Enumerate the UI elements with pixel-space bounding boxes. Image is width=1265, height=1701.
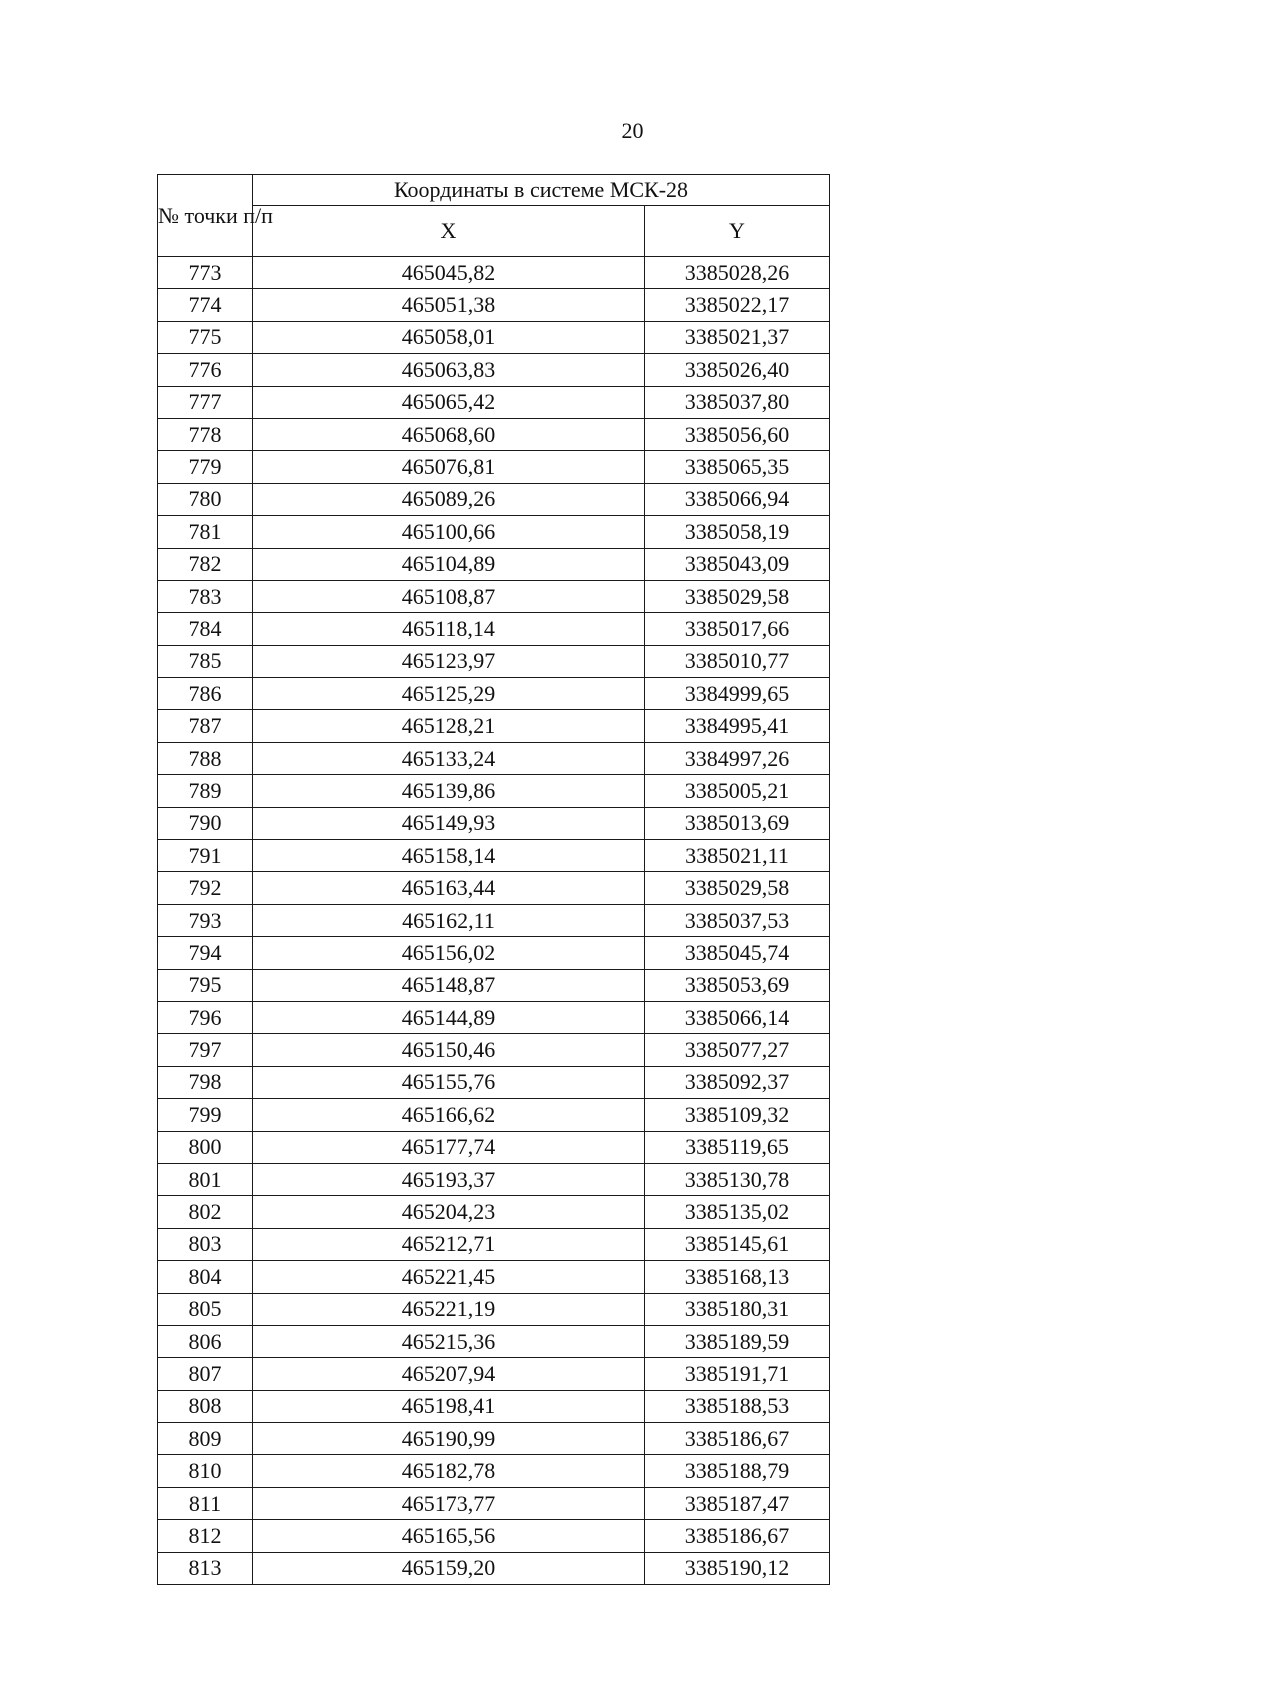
x-coordinate-cell: 465051,38 xyxy=(253,289,645,321)
y-coordinate-cell: 3385077,27 xyxy=(645,1034,830,1066)
point-number-cell: 782 xyxy=(158,548,253,580)
table-row xyxy=(158,1261,830,1293)
x-coordinate-cell: 465139,86 xyxy=(253,775,645,807)
point-number-cell: 813 xyxy=(158,1552,253,1584)
x-coordinate-cell: 465159,20 xyxy=(253,1552,645,1584)
table-row xyxy=(158,516,830,548)
x-coordinate-cell: 465204,23 xyxy=(253,1196,645,1228)
point-number-cell: 801 xyxy=(158,1163,253,1195)
x-coordinate-cell: 465193,37 xyxy=(253,1163,645,1195)
table-row xyxy=(158,1520,830,1552)
x-coordinate-cell: 465198,41 xyxy=(253,1390,645,1422)
point-number-cell: 807 xyxy=(158,1358,253,1390)
y-coordinate-cell: 3385037,80 xyxy=(645,386,830,418)
y-coordinate-cell: 3385005,21 xyxy=(645,775,830,807)
point-number-cell: 809 xyxy=(158,1423,253,1455)
x-coordinate-cell: 465207,94 xyxy=(253,1358,645,1390)
y-coordinate-cell: 3385021,11 xyxy=(645,840,830,872)
table-row xyxy=(158,418,830,450)
table-row xyxy=(158,1487,830,1519)
point-number-cell: 812 xyxy=(158,1520,253,1552)
point-number-cell: 797 xyxy=(158,1034,253,1066)
point-number-cell: 785 xyxy=(158,645,253,677)
table-row xyxy=(158,483,830,515)
coordinates-table xyxy=(157,174,830,1585)
x-column-header: X xyxy=(253,206,645,257)
table-row xyxy=(158,807,830,839)
x-coordinate-cell: 465215,36 xyxy=(253,1325,645,1357)
point-number-cell: 780 xyxy=(158,483,253,515)
table-row xyxy=(158,969,830,1001)
table-row xyxy=(158,321,830,353)
point-number-cell: 794 xyxy=(158,937,253,969)
y-coordinate-cell: 3385092,37 xyxy=(645,1066,830,1098)
x-coordinate-cell: 465118,14 xyxy=(253,613,645,645)
x-coordinate-cell: 465150,46 xyxy=(253,1034,645,1066)
x-coordinate-cell: 465148,87 xyxy=(253,969,645,1001)
point-number-cell: 798 xyxy=(158,1066,253,1098)
point-number-cell: 792 xyxy=(158,872,253,904)
table-row xyxy=(158,872,830,904)
y-coordinate-cell: 3385186,67 xyxy=(645,1520,830,1552)
y-coordinate-cell: 3384995,41 xyxy=(645,710,830,742)
table-row xyxy=(158,257,830,289)
table-row xyxy=(158,1163,830,1195)
x-coordinate-cell: 465158,14 xyxy=(253,840,645,872)
table-row xyxy=(158,451,830,483)
y-coordinate-cell: 3385188,53 xyxy=(645,1390,830,1422)
x-coordinate-cell: 465063,83 xyxy=(253,354,645,386)
table-row xyxy=(158,354,830,386)
point-number-cell: 787 xyxy=(158,710,253,742)
y-coordinate-cell: 3385135,02 xyxy=(645,1196,830,1228)
table-row xyxy=(158,580,830,612)
x-coordinate-cell: 465182,78 xyxy=(253,1455,645,1487)
point-number-cell: 791 xyxy=(158,840,253,872)
y-coordinate-cell: 3385029,58 xyxy=(645,872,830,904)
point-number-cell: 776 xyxy=(158,354,253,386)
table-row xyxy=(158,678,830,710)
table-row xyxy=(158,840,830,872)
table-row xyxy=(158,904,830,936)
point-number-cell: 790 xyxy=(158,807,253,839)
table-row xyxy=(158,1423,830,1455)
point-number-cell: 803 xyxy=(158,1228,253,1260)
x-coordinate-cell: 465166,62 xyxy=(253,1099,645,1131)
x-coordinate-cell: 465104,89 xyxy=(253,548,645,580)
y-coordinate-cell: 3384999,65 xyxy=(645,678,830,710)
y-coordinate-cell: 3385189,59 xyxy=(645,1325,830,1357)
x-coordinate-cell: 465100,66 xyxy=(253,516,645,548)
point-number-cell: 781 xyxy=(158,516,253,548)
table-row xyxy=(158,1099,830,1131)
point-number-cell: 796 xyxy=(158,1001,253,1033)
point-number-cell: 779 xyxy=(158,451,253,483)
point-number-cell: 789 xyxy=(158,775,253,807)
x-coordinate-cell: 465128,21 xyxy=(253,710,645,742)
point-number-cell: 811 xyxy=(158,1487,253,1519)
y-coordinate-cell: 3385186,67 xyxy=(645,1423,830,1455)
table-row xyxy=(158,710,830,742)
point-number-cell: 774 xyxy=(158,289,253,321)
x-coordinate-cell: 465076,81 xyxy=(253,451,645,483)
x-coordinate-cell: 465089,26 xyxy=(253,483,645,515)
y-coordinate-cell: 3385028,26 xyxy=(645,257,830,289)
y-coordinate-cell: 3385130,78 xyxy=(645,1163,830,1195)
point-number-cell: 810 xyxy=(158,1455,253,1487)
x-coordinate-cell: 465162,11 xyxy=(253,904,645,936)
table-row xyxy=(158,775,830,807)
point-number-cell: 806 xyxy=(158,1325,253,1357)
table-row xyxy=(158,1001,830,1033)
table-row xyxy=(158,289,830,321)
table-row xyxy=(158,1034,830,1066)
y-coordinate-cell: 3385180,31 xyxy=(645,1293,830,1325)
y-coordinate-cell: 3385037,53 xyxy=(645,904,830,936)
x-coordinate-cell: 465163,44 xyxy=(253,872,645,904)
table-row xyxy=(158,1455,830,1487)
x-coordinate-cell: 465190,99 xyxy=(253,1423,645,1455)
y-coordinate-cell: 3385045,74 xyxy=(645,937,830,969)
x-coordinate-cell: 465165,56 xyxy=(253,1520,645,1552)
table-row xyxy=(158,1131,830,1163)
y-coordinate-cell: 3385190,12 xyxy=(645,1552,830,1584)
point-number-cell: 783 xyxy=(158,580,253,612)
point-number-cell: 802 xyxy=(158,1196,253,1228)
table-row xyxy=(158,386,830,418)
y-coordinate-cell: 3385188,79 xyxy=(645,1455,830,1487)
point-number-cell: 808 xyxy=(158,1390,253,1422)
x-coordinate-cell: 465212,71 xyxy=(253,1228,645,1260)
y-coordinate-cell: 3385056,60 xyxy=(645,418,830,450)
x-coordinate-cell: 465221,19 xyxy=(253,1293,645,1325)
point-number-cell: 773 xyxy=(158,257,253,289)
x-coordinate-cell: 465177,74 xyxy=(253,1131,645,1163)
y-coordinate-cell: 3385066,94 xyxy=(645,483,830,515)
point-number-cell: 777 xyxy=(158,386,253,418)
y-coordinate-cell: 3385013,69 xyxy=(645,807,830,839)
y-coordinate-cell: 3385053,69 xyxy=(645,969,830,1001)
table-row xyxy=(158,1325,830,1357)
x-coordinate-cell: 465108,87 xyxy=(253,580,645,612)
x-coordinate-cell: 465156,02 xyxy=(253,937,645,969)
y-column-header: Y xyxy=(645,206,830,257)
table-header xyxy=(158,175,830,257)
y-coordinate-cell: 3385017,66 xyxy=(645,613,830,645)
table-row xyxy=(158,1552,830,1584)
y-coordinate-cell: 3385109,32 xyxy=(645,1099,830,1131)
table-row xyxy=(158,1196,830,1228)
x-coordinate-cell: 465144,89 xyxy=(253,1001,645,1033)
y-coordinate-cell: 3385022,17 xyxy=(645,289,830,321)
y-coordinate-cell: 3385145,61 xyxy=(645,1228,830,1260)
y-coordinate-cell: 3385021,37 xyxy=(645,321,830,353)
x-coordinate-cell: 465068,60 xyxy=(253,418,645,450)
y-coordinate-cell: 3385191,71 xyxy=(645,1358,830,1390)
x-coordinate-cell: 465221,45 xyxy=(253,1261,645,1293)
point-number-cell: 804 xyxy=(158,1261,253,1293)
x-coordinate-cell: 465045,82 xyxy=(253,257,645,289)
x-coordinate-cell: 465149,93 xyxy=(253,807,645,839)
coordinates-group-header: Координаты в системе МСК-28 xyxy=(253,175,830,206)
table-row xyxy=(158,937,830,969)
x-coordinate-cell: 465133,24 xyxy=(253,742,645,774)
table-row xyxy=(158,1358,830,1390)
x-coordinate-cell: 465155,76 xyxy=(253,1066,645,1098)
y-coordinate-cell: 3385065,35 xyxy=(645,451,830,483)
x-coordinate-cell: 465173,77 xyxy=(253,1487,645,1519)
page-number: 20 xyxy=(621,118,644,143)
table-row xyxy=(158,548,830,580)
y-coordinate-cell: 3385168,13 xyxy=(645,1261,830,1293)
y-coordinate-cell: 3385010,77 xyxy=(645,645,830,677)
point-number-header: № точки п/п xyxy=(158,175,253,257)
x-coordinate-cell: 465065,42 xyxy=(253,386,645,418)
table-row xyxy=(158,1390,830,1422)
point-number-cell: 793 xyxy=(158,904,253,936)
point-number-cell: 784 xyxy=(158,613,253,645)
table-row xyxy=(158,613,830,645)
y-coordinate-cell: 3384997,26 xyxy=(645,742,830,774)
table-row xyxy=(158,645,830,677)
point-number-cell: 799 xyxy=(158,1099,253,1131)
y-coordinate-cell: 3385119,65 xyxy=(645,1131,830,1163)
point-number-cell: 778 xyxy=(158,418,253,450)
y-coordinate-cell: 3385066,14 xyxy=(645,1001,830,1033)
table-row xyxy=(158,742,830,774)
point-number-cell: 805 xyxy=(158,1293,253,1325)
point-number-cell: 800 xyxy=(158,1131,253,1163)
point-number-cell: 795 xyxy=(158,969,253,1001)
table-body xyxy=(158,257,830,1585)
y-coordinate-cell: 3385058,19 xyxy=(645,516,830,548)
table-row xyxy=(158,1228,830,1260)
x-coordinate-cell: 465123,97 xyxy=(253,645,645,677)
x-coordinate-cell: 465058,01 xyxy=(253,321,645,353)
point-number-cell: 775 xyxy=(158,321,253,353)
table-row xyxy=(158,1293,830,1325)
y-coordinate-cell: 3385043,09 xyxy=(645,548,830,580)
header-row-1 xyxy=(158,175,830,206)
x-coordinate-cell: 465125,29 xyxy=(253,678,645,710)
point-number-cell: 786 xyxy=(158,678,253,710)
y-coordinate-cell: 3385187,47 xyxy=(645,1487,830,1519)
point-number-cell: 788 xyxy=(158,742,253,774)
table-row xyxy=(158,1066,830,1098)
y-coordinate-cell: 3385026,40 xyxy=(645,354,830,386)
y-coordinate-cell: 3385029,58 xyxy=(645,580,830,612)
